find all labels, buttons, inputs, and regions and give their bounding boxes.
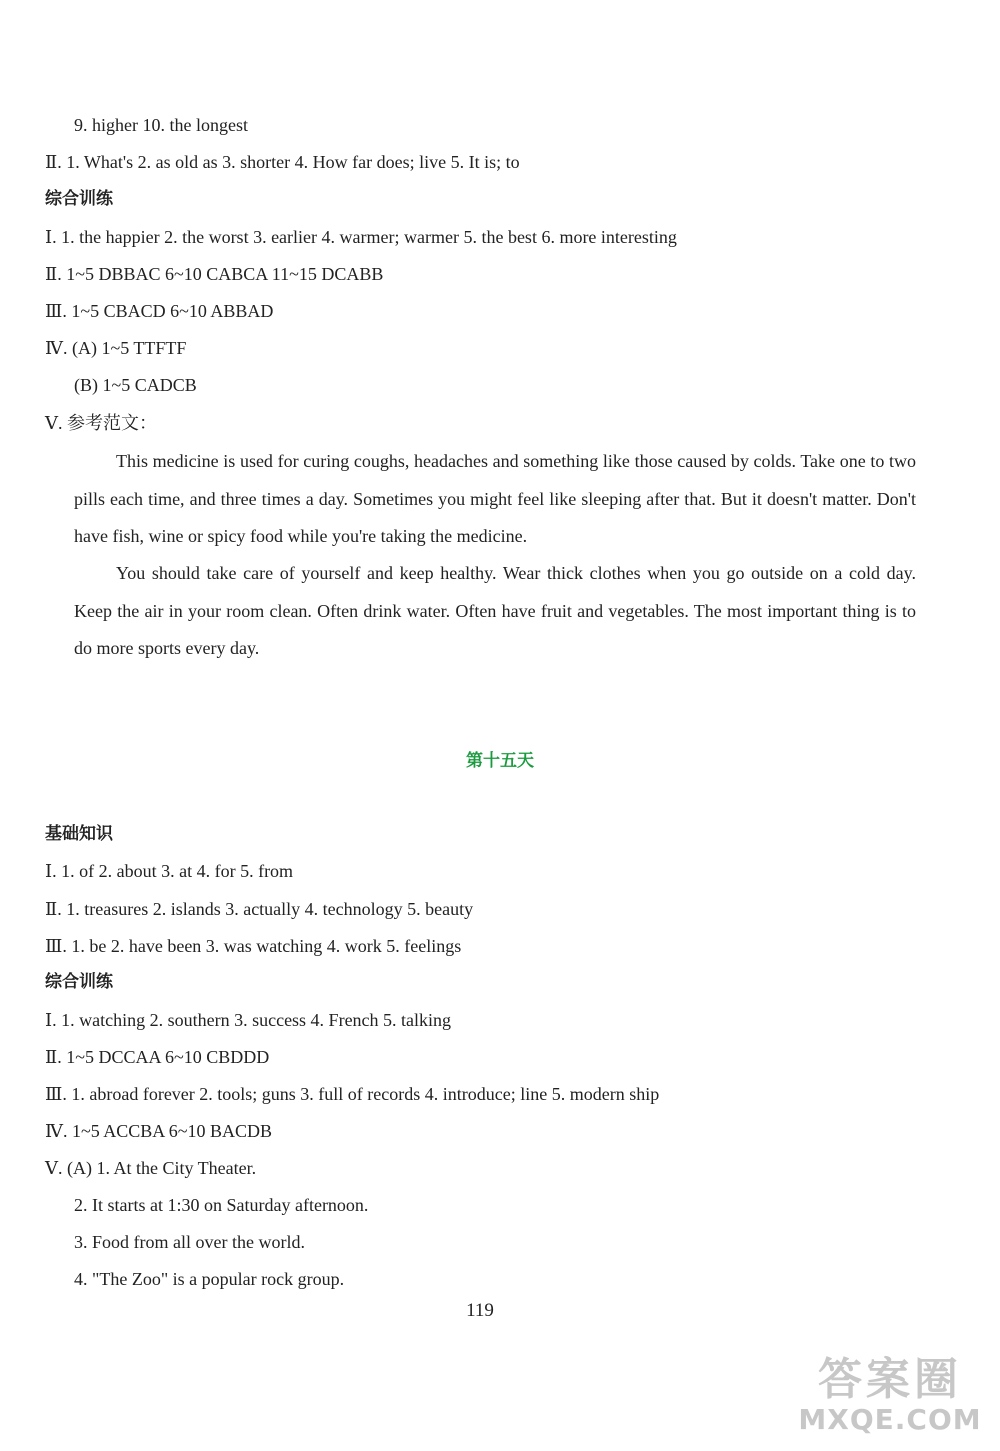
page-number: 119 [466,1300,494,1321]
answer-line: (B) 1~5 CADCB [74,375,197,395]
answer-line: Ⅰ. 1. watching 2. southern 3. success 4. French 5. talking [45,1010,452,1030]
answer-line: Ⅲ. 1. abroad forever 2. tools; guns 3. full of records 4. introduce; line 5. modern ship [45,1084,660,1104]
answer-line: Ⅲ. 1. be 2. have been 3. was watching 4. work 5. feelings [45,936,462,956]
answer-line: Ⅲ. 1~5 CBACD 6~10 ABBAD [45,301,274,321]
answer-line: Ⅰ. 1. of 2. about 3. at 4. for 5. from [45,861,294,881]
answer-line: Ⅳ. (A) 1~5 TTFTF [45,338,187,358]
answer-line: Ⅱ. 1~5 DBBAC 6~10 CABCA 11~15 DCABB [45,264,384,284]
watermark-text: 答案圈 [818,1354,962,1405]
answer-line: Ⅱ. 1. treasures 2. islands 3. actually 4. technology 5. beauty [45,899,474,919]
answer-line: 4. "The Zoo" is a popular rock group. [74,1269,345,1289]
answer-line: 2. It starts at 1:30 on Saturday afternoon. [74,1195,369,1215]
answer-line: Ⅳ. 1~5 ACCBA 6~10 BACDB [45,1121,273,1141]
watermark-url: MXQE.COM [798,1403,982,1436]
answer-line: Ⅴ. 参考范文： [45,413,157,433]
section-heading: 基础知识 [45,824,113,844]
answer-line: Ⅱ. 1~5 DCCAA 6~10 CBDDD [45,1047,270,1067]
essay-paragraph: This medicine is used for curing coughs, headaches and something like those caused by colds. Take one to two pills each time, and three times a day. Sometimes you might feel like sleeping after that. But it doesn't matter. Don't have fish, wine or spicy food while you're taking the medicine. [74,451,916,546]
answer-line: 9. higher 10. the longest [74,115,248,135]
essay-paragraph: You should take care of yourself and keep healthy. Wear thick clothes when you go outside on a cold day. Keep the air in your room clean. Often drink water. Often have fruit and vegetables. The most important thing is to do more sports every day. [74,563,916,658]
section-heading: 综合训练 [45,189,113,209]
answer-line: Ⅱ. 1. What's 2. as old as 3. shorter 4. How far does; live 5. It is; to [45,152,520,172]
answer-line: Ⅴ. (A) 1. At the City Theater. [45,1158,257,1178]
day-title: 第十五天 [466,751,534,771]
answer-line: Ⅰ. 1. the happier 2. the worst 3. earlier 4. warmer; warmer 5. the best 6. more interesting [45,227,677,247]
section-heading: 综合训练 [45,972,113,992]
answer-line: 3. Food from all over the world. [74,1232,305,1252]
watermark-logo [790,1343,990,1443]
